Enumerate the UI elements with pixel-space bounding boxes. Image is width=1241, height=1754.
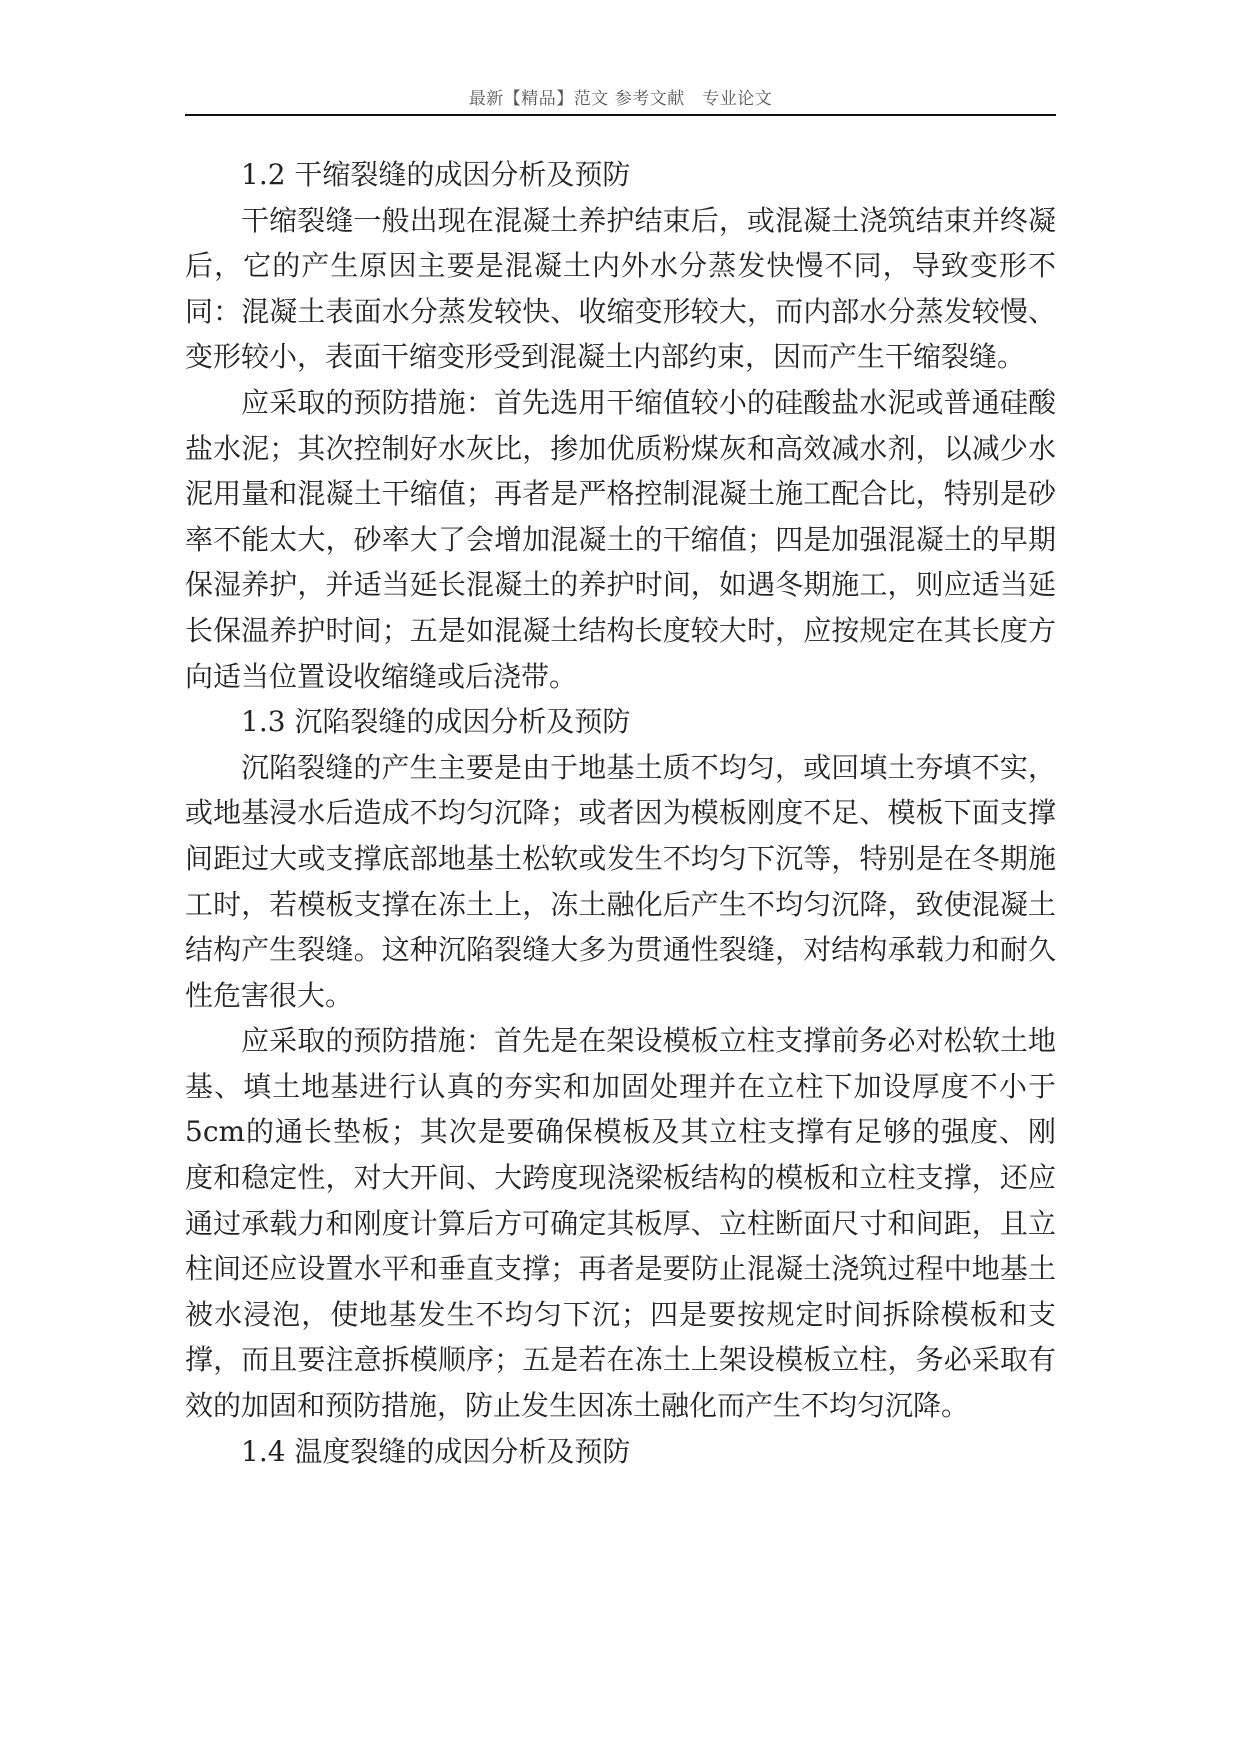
section-heading-1-3: 1.3 沉陷裂缝的成因分析及预防 [241, 705, 631, 739]
paragraph: 应采取的预防措施：首先选用干缩值较小的硅酸盐水泥或普通硅酸盐水泥；其次控制好水灰比，掺加优质粉煤灰和高效减水剂，以减少水泥用量和混凝土干缩值；再者是严格控制混凝土施工配合比，特别是砂率不能太大，砂率大了会增加混凝土的干缩值；四是加强混凝土的早期保湿养护，并适当延长混凝土的养护时间，如遇冬期施工，则应适当延长保温养护时间；五是如混凝土结构长度较大时，应按规定在其长度方向适当位置设收缩缝或后浇带。 [185, 385, 1056, 693]
paragraph: 干缩裂缝一般出现在混凝土养护结束后，或混凝土浇筑结束并终凝后，它的产生原因主要是混凝土内外水分蒸发快慢不同，导致变形不同：混凝土表面水分蒸发较快、收缩变形较大，而内部水分蒸发较慢、变形较小，表面干缩变形受到混凝土内部约束，因而产生干缩裂缝。 [185, 203, 1056, 374]
paragraph: 应采取的预防措施：首先是在架设模板立柱支撑前务必对松软土地基、填土地基进行认真的夯实和加固处理并在立柱下加设厚度不小于5cm的通长垫板；其次是要确保模板及其立柱支撑有足够的强度、刚度和稳定性，对大开间、大跨度现浇梁板结构的模板和立柱支撑，还应通过承载力和刚度计算后方可确定其板厚、立柱断面尺寸和间距，且立柱间还应设置水平和垂直支撑；再者是要防止混凝土浇筑过程中地基土被水浸泡，使地基发生不均匀下沉；四是要按规定时间拆除模板和支撑，而且要注意拆模顺序；五是若在冻土上架设模板立柱，务必采取有效的加固和预防措施，防止发生因冻土融化而产生不均匀沉降。 [185, 1024, 1056, 1423]
section-heading-1-2: 1.2 干缩裂缝的成因分析及预防 [241, 158, 631, 191]
page-header: 最新【精品】范文 参考文献 专业论文 [468, 89, 773, 109]
document-body [185, 152, 1056, 1474]
paragraph: 沉陷裂缝的产生主要是由于地基土质不均匀，或回填土夯填不实，或地基浸水后造成不均匀沉降；或者因为模板刚度不足、模板下面支撑间距过大或支撑底部地基土松软或发生不均匀下沉等，特别是在冬期施工时，若模板支撑在冻土上，冻土融化后产生不均匀沉降，致使混凝土结构产生裂缝。这种沉陷裂缝大多为贯通性裂缝，对结构承载力和耐久性危害很大。 [185, 750, 1056, 1012]
header-divider [185, 114, 1056, 116]
section-heading-1-4: 1.4 温度裂缝的成因分析及预防 [241, 1434, 631, 1468]
